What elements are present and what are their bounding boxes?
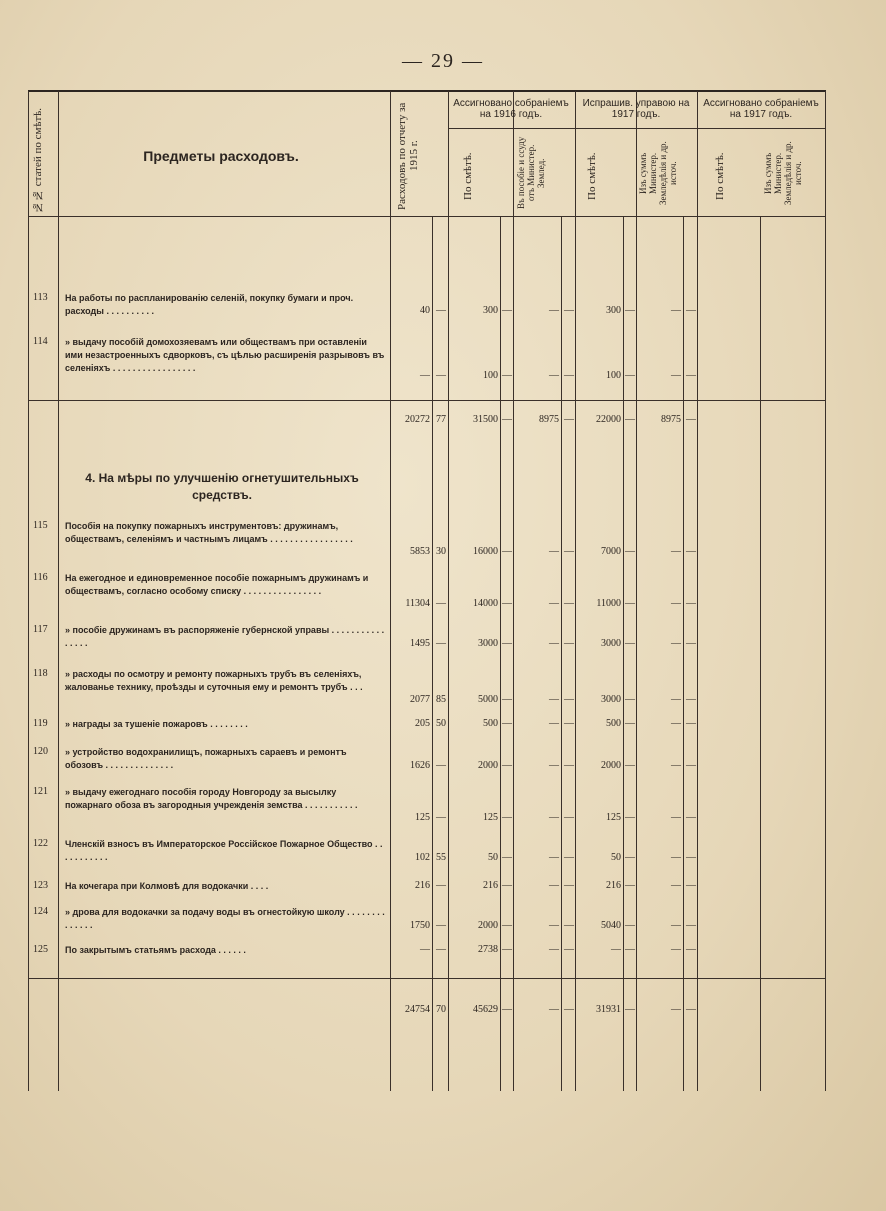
subsidy-1916-kop: —: [564, 944, 574, 955]
header-items: Предметы расходовъ.: [143, 148, 299, 164]
subsidy-1916: —: [549, 694, 559, 705]
request-1917: 7000: [601, 546, 621, 557]
ministry-1917: —: [671, 1004, 681, 1015]
table-top-rule: [28, 90, 826, 92]
expenses-1915-kop: 50: [436, 718, 446, 729]
row-description: Членскій взносъ въ Императорское Россійское Пожарное Общество . . . . . . . . . . .: [65, 839, 383, 862]
subsidy-1916: —: [549, 598, 559, 609]
budget-1916-kop: —: [502, 880, 512, 891]
budget-1916-kop: —: [502, 638, 512, 649]
expenses-1915: 5853: [410, 546, 430, 557]
grid-line: [58, 91, 59, 1091]
budget-1916: 5000: [478, 694, 498, 705]
subsidy-1916-kop: —: [564, 880, 574, 891]
expenses-1915: 1750: [410, 920, 430, 931]
row-number: 116: [33, 572, 48, 583]
subsidy-1916: —: [549, 760, 559, 771]
request-1917: 11000: [596, 598, 621, 609]
page-number: — 29 —: [402, 50, 484, 72]
subsidy-1916: —: [549, 944, 559, 955]
row-description: На ежегодное и единовременное пособіе пожарнымъ дружинамъ и обществамъ, согласно особому списку . . . . . . . . . . . . . . . .: [65, 573, 369, 596]
ministry-1917: —: [671, 598, 681, 609]
expenses-1915: —: [420, 944, 430, 955]
subsidy-1916: —: [549, 1004, 559, 1015]
budget-1916: 2738: [478, 944, 498, 955]
ministry-1917-kop: —: [686, 305, 696, 316]
budget-1916-kop: —: [502, 1004, 512, 1015]
budget-1916: 45629: [473, 1004, 498, 1015]
request-1917-kop: —: [625, 920, 635, 931]
subsidy-1916: —: [549, 638, 559, 649]
grid-line: [513, 91, 514, 1091]
section-title: 4. На мѣры по улучшенію огнетушительныхъ средствъ.: [85, 471, 359, 502]
budget-1916: 216: [483, 880, 498, 891]
grid-line: [390, 91, 391, 1091]
budget-1916: 2000: [478, 760, 498, 771]
request-1917-kop: —: [625, 1004, 635, 1015]
subsidy-1916-kop: —: [564, 370, 574, 381]
expenses-1915: 2077: [410, 694, 430, 705]
grid-line: [561, 216, 562, 1091]
budget-1916-kop: —: [502, 920, 512, 931]
ministry-1917-kop: —: [686, 370, 696, 381]
expenses-1915-kop: —: [436, 944, 446, 955]
expenses-1915-kop: 85: [436, 694, 446, 705]
subsidy-1916: —: [549, 852, 559, 863]
row-description: Пособія на покупку пожарныхъ инструментовъ: дружинамъ, обществамъ, селеніямъ и частнымъ лицамъ . . . . . . . . . . . . . . . . .: [65, 521, 353, 544]
row-description: » выдачу пособій домохозяевамъ или обществамъ при оставленіи ими незастроенныхъ сдворковъ, съ цѣлью расширенія разрывовъ въ селеніяхъ . . . . . . . . . . . . . . . . .: [65, 337, 385, 373]
ministry-1917-kop: —: [686, 694, 696, 705]
row-description: » выдачу ежегоднаго пособія городу Новгороду за высылку пожарнаго обоза въ загородныя учрежденія земства . . . . . . . . . . .: [65, 787, 358, 810]
expenses-1915-kop: 77: [436, 414, 446, 425]
request-1917: 2000: [601, 760, 621, 771]
request-1917: 50: [611, 852, 621, 863]
ministry-1917-kop: —: [686, 546, 696, 557]
request-1917-kop: —: [625, 944, 635, 955]
header-group-rule: [448, 128, 825, 129]
header-1916-subsidy: Въ пособіе и ссуду отъ Министер. Землед.: [516, 136, 546, 210]
budget-1916-kop: —: [502, 718, 512, 729]
grid-line: [575, 91, 576, 1091]
budget-1916-kop: —: [502, 598, 512, 609]
subsidy-1916: —: [549, 546, 559, 557]
ministry-1917: —: [671, 852, 681, 863]
budget-1916: 31500: [473, 414, 498, 425]
grid-line: [825, 91, 826, 1091]
expenses-1915: 102: [415, 852, 430, 863]
request-1917: 300: [606, 305, 621, 316]
request-1917-kop: —: [625, 370, 635, 381]
request-1917-kop: —: [625, 414, 635, 425]
request-1917: 31931: [596, 1004, 621, 1015]
ministry-1917: —: [671, 694, 681, 705]
ministry-1917: —: [671, 760, 681, 771]
subsidy-1916-kop: —: [564, 920, 574, 931]
ministry-1917-kop: —: [686, 638, 696, 649]
row-description: На кочегара при Колмовѣ для водокачки . . . .: [65, 881, 269, 891]
ministry-1917-kop: —: [686, 944, 696, 955]
expenses-1915: 11304: [405, 598, 430, 609]
subtotal-rule-2: [28, 978, 826, 979]
grid-line: [697, 91, 698, 1091]
request-1917-kop: —: [625, 760, 635, 771]
ministry-1917: —: [671, 880, 681, 891]
header-1917-req-ministry: Изъ суммъ Министер. Земледѣлія и др. источ.: [638, 141, 678, 205]
request-1917-kop: —: [625, 718, 635, 729]
row-number: 114: [33, 336, 48, 347]
expenses-1915: 125: [415, 812, 430, 823]
expenses-1915-kop: —: [436, 638, 446, 649]
ministry-1917-kop: —: [686, 880, 696, 891]
request-1917-kop: —: [625, 880, 635, 891]
request-1917: 22000: [596, 414, 621, 425]
subsidy-1916-kop: —: [564, 638, 574, 649]
request-1917-kop: —: [625, 546, 635, 557]
ministry-1917: —: [671, 920, 681, 931]
subsidy-1916-kop: —: [564, 546, 574, 557]
header-group-1917-assigned: Ассигновано собраніемъ на 1917 годъ.: [703, 98, 819, 120]
row-number: 123: [33, 880, 48, 891]
budget-1916: 16000: [473, 546, 498, 557]
ministry-1917-kop: —: [686, 920, 696, 931]
row-description: » пособіе дружинамъ въ распоряженіе губернской управы . . . . . . . . . . . . . . . .: [65, 625, 385, 648]
budget-1916-kop: —: [502, 694, 512, 705]
grid-line: [623, 216, 624, 1091]
expenses-1915-kop: 30: [436, 546, 446, 557]
row-number: 124: [33, 906, 48, 917]
ministry-1917: —: [671, 812, 681, 823]
row-description: » расходы по осмотру и ремонту пожарныхъ трубъ въ селеніяхъ, жалованье технику, проѣзды и суточныя ему и ремонтъ трубъ . . .: [65, 669, 363, 692]
expenses-1915-kop: —: [436, 880, 446, 891]
budget-1916-kop: —: [502, 944, 512, 955]
request-1917: 3000: [601, 694, 621, 705]
grid-line: [636, 91, 637, 1091]
row-number: 119: [33, 718, 48, 729]
row-description: На работы по распланированію селеній, покупку бумаги и проч. расходы . . . . . . . . . .: [65, 293, 354, 316]
subsidy-1916: —: [549, 920, 559, 931]
request-1917-kop: —: [625, 852, 635, 863]
ministry-1917: —: [671, 638, 681, 649]
ministry-1917-kop: —: [686, 852, 696, 863]
row-number: 121: [33, 786, 48, 797]
expenses-1915-kop: —: [436, 812, 446, 823]
subsidy-1916-kop: —: [564, 414, 574, 425]
subsidy-1916-kop: —: [564, 812, 574, 823]
row-number: 120: [33, 746, 48, 757]
budget-1916: 50: [488, 852, 498, 863]
subsidy-1916-kop: —: [564, 694, 574, 705]
header-1917-asg-ministry: Изъ суммъ Министер. Земледѣлія и др. источ.: [763, 141, 803, 205]
subsidy-1916-kop: —: [564, 1004, 574, 1015]
header-bottom-rule: [28, 216, 826, 217]
budget-1916-kop: —: [502, 760, 512, 771]
subsidy-1916-kop: —: [564, 598, 574, 609]
expenses-1915: 1626: [410, 760, 430, 771]
request-1917-kop: —: [625, 638, 635, 649]
header-1916-budget: По смѣтѣ.: [462, 152, 474, 200]
subtotal-rule-1: [28, 400, 826, 401]
budget-1916-kop: —: [502, 414, 512, 425]
ministry-1917: —: [671, 546, 681, 557]
header-1917-req-budget: По смѣтѣ.: [586, 152, 598, 200]
ministry-1917: —: [671, 305, 681, 316]
expenses-1915-kop: 55: [436, 852, 446, 863]
request-1917: —: [611, 944, 621, 955]
grid-line: [683, 216, 684, 1091]
grid-line: [760, 216, 761, 1091]
ministry-1917-kop: —: [686, 598, 696, 609]
budget-1916: 2000: [478, 920, 498, 931]
header-1917-asg-budget: По смѣтѣ.: [714, 152, 726, 200]
request-1917: 500: [606, 718, 621, 729]
row-number: 118: [33, 668, 48, 679]
request-1917-kop: —: [625, 694, 635, 705]
subsidy-1916: —: [549, 812, 559, 823]
row-description: » дрова для водокачки за подачу воды въ огнестойкую школу . . . . . . . . . . . . . .: [65, 907, 385, 930]
ministry-1917-kop: —: [686, 718, 696, 729]
request-1917: 100: [606, 370, 621, 381]
request-1917-kop: —: [625, 305, 635, 316]
budget-1916: 300: [483, 305, 498, 316]
expenses-1915-kop: —: [436, 370, 446, 381]
expenses-1915-kop: —: [436, 760, 446, 771]
ministry-1917-kop: —: [686, 1004, 696, 1015]
subsidy-1916-kop: —: [564, 718, 574, 729]
header-group-1917-requested: Испрашив. управою на 1917 годъ.: [582, 98, 690, 120]
expenses-1915: 24754: [405, 1004, 430, 1015]
subsidy-1916-kop: —: [564, 305, 574, 316]
expenses-1915-kop: 70: [436, 1004, 446, 1015]
budget-1916-kop: —: [502, 305, 512, 316]
header-expenses-1915: Расходовъ по отчету за 1915 г.: [396, 102, 420, 210]
subsidy-1916-kop: —: [564, 760, 574, 771]
row-number: 117: [33, 624, 48, 635]
header-article-number: №№ статей по смѣтѣ.: [32, 108, 44, 214]
ministry-1917: —: [671, 370, 681, 381]
row-description: » награды за тушеніе пожаровъ . . . . . . . .: [65, 719, 248, 729]
subsidy-1916: —: [549, 305, 559, 316]
row-number: 113: [33, 292, 48, 303]
subsidy-1916: 8975: [539, 414, 559, 425]
request-1917: 5040: [601, 920, 621, 931]
subsidy-1916: —: [549, 880, 559, 891]
header-group-1916: Ассигновано собраніемъ на 1916 годъ.: [453, 98, 569, 120]
expenses-1915: 205: [415, 718, 430, 729]
row-number: 115: [33, 520, 48, 531]
subsidy-1916: —: [549, 718, 559, 729]
subsidy-1916-kop: —: [564, 852, 574, 863]
request-1917: 125: [606, 812, 621, 823]
ministry-1917: —: [671, 718, 681, 729]
row-number: 122: [33, 838, 48, 849]
budget-1916: 100: [483, 370, 498, 381]
grid-line: [432, 216, 433, 1091]
request-1917: 216: [606, 880, 621, 891]
budget-1916: 125: [483, 812, 498, 823]
request-1917-kop: —: [625, 812, 635, 823]
row-number: 125: [33, 944, 48, 955]
request-1917: 3000: [601, 638, 621, 649]
budget-1916-kop: —: [502, 546, 512, 557]
expenses-1915: 216: [415, 880, 430, 891]
expenses-1915-kop: —: [436, 920, 446, 931]
grid-line: [448, 91, 449, 1091]
grid-line: [500, 216, 501, 1091]
ministry-1917: 8975: [661, 414, 681, 425]
expenses-1915: 1495: [410, 638, 430, 649]
ministry-1917-kop: —: [686, 760, 696, 771]
expenses-1915: 20272: [405, 414, 430, 425]
row-description: По закрытымъ статьямъ расхода . . . . . .: [65, 945, 246, 955]
ministry-1917-kop: —: [686, 414, 696, 425]
ministry-1917: —: [671, 944, 681, 955]
budget-1916-kop: —: [502, 370, 512, 381]
budget-1916: 500: [483, 718, 498, 729]
expenses-1915: 40: [420, 305, 430, 316]
grid-line: [28, 91, 29, 1091]
budget-1916: 14000: [473, 598, 498, 609]
expenses-1915: —: [420, 370, 430, 381]
row-description: » устройство водохранилищъ, пожарныхъ сараевъ и ремонтъ обозовъ . . . . . . . . . . . . . .: [65, 747, 347, 770]
ministry-1917-kop: —: [686, 812, 696, 823]
budget-1916-kop: —: [502, 852, 512, 863]
budget-1916-kop: —: [502, 812, 512, 823]
expenses-1915-kop: —: [436, 305, 446, 316]
subsidy-1916: —: [549, 370, 559, 381]
budget-1916: 3000: [478, 638, 498, 649]
request-1917-kop: —: [625, 598, 635, 609]
expenses-1915-kop: —: [436, 598, 446, 609]
